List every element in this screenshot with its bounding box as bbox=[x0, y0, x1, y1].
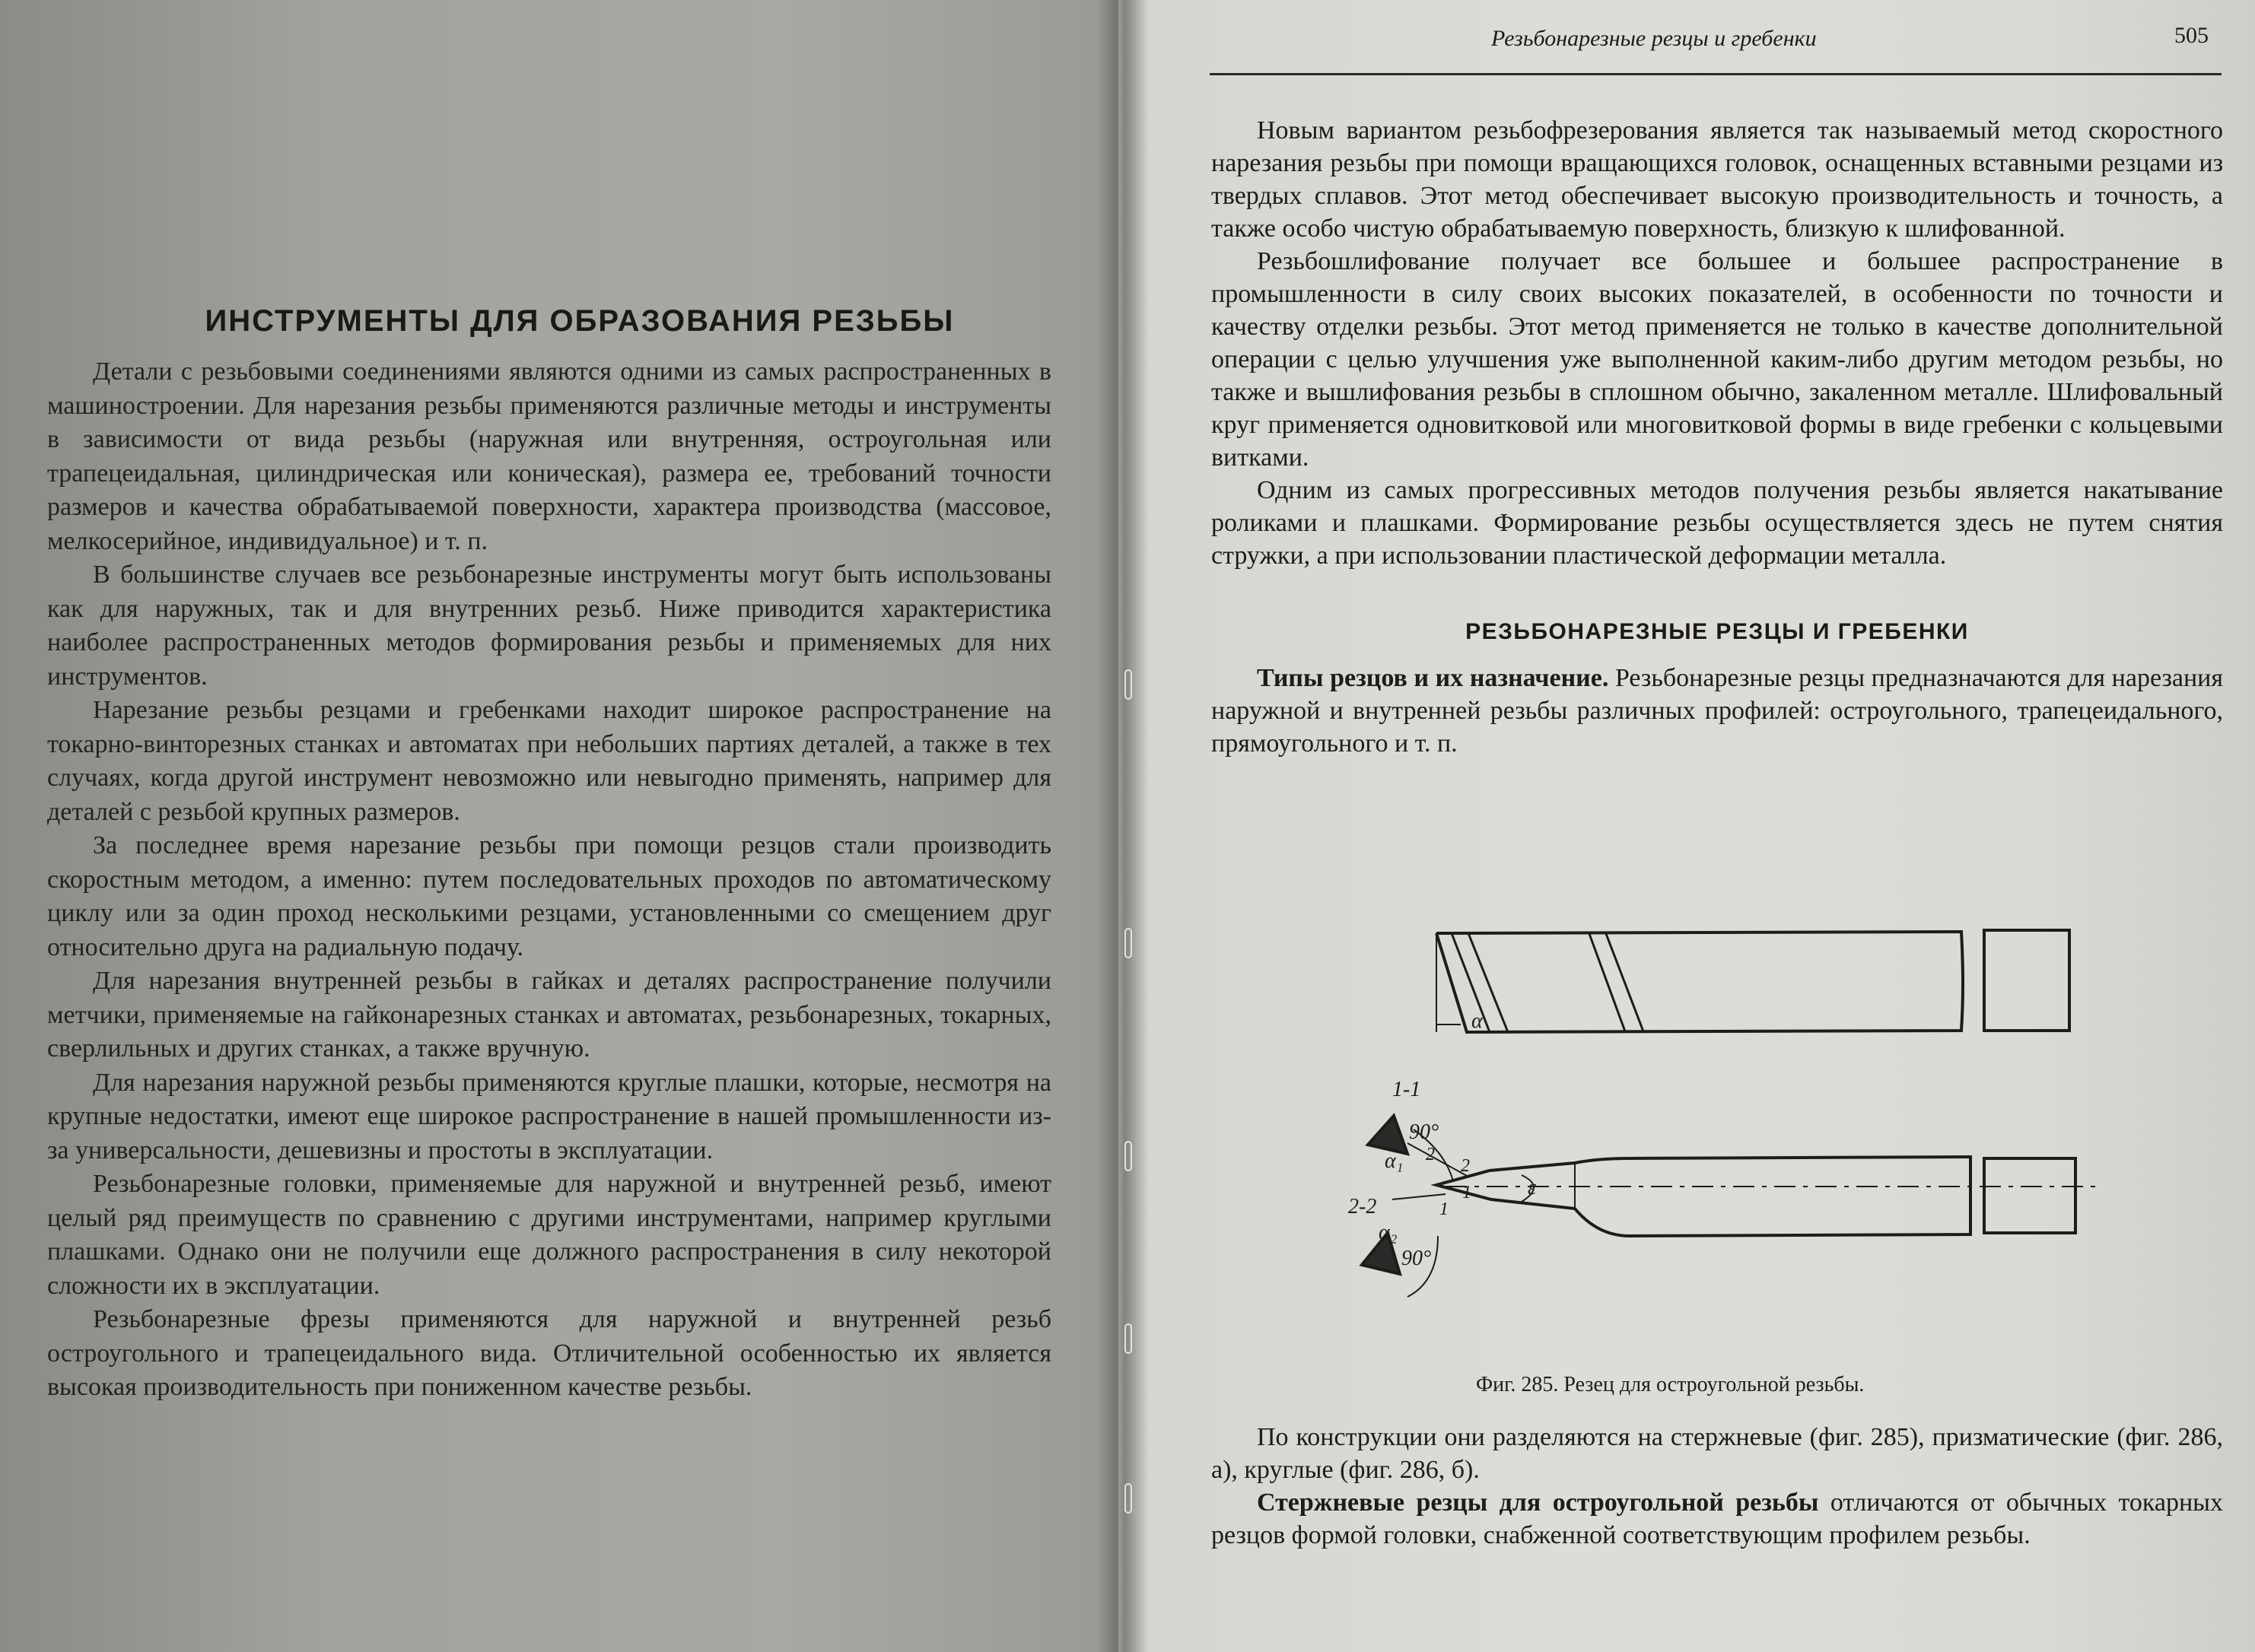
binding-stitch bbox=[1124, 1323, 1132, 1354]
paragraph: Для нарезания внутренней резьбы в гайках и деталях распространение получили метчики, применяемые на гайконарезных станках и автоматах, резьбонарезных, токарных, сверлильных и других станках, а также вручную. bbox=[47, 967, 1051, 1063]
paragraph: Резьбонарезные головки, применяемые для наружной и внутренней резьб, имеют целый ряд преимуществ по сравнению с другими инструментами, например круглыми плашками. Однако они не получили еще должного распространения в силу некоторой сложности их в эксплуатации. bbox=[47, 1170, 1051, 1300]
section-1-label: 1-1 bbox=[1392, 1078, 1421, 1101]
bold-lead: Типы резцов и их назначение. bbox=[1257, 664, 1609, 692]
paragraph: Резьбонарезные фрезы применяются для наружной и внутренней резьб остроугольного и трапецеидального вида. Отличительной особенностью их является высокая производительность при пониженном качестве резьбы. bbox=[47, 1305, 1051, 1401]
side-end-block bbox=[1984, 1158, 2075, 1233]
angle-90-top-label: 90° bbox=[1409, 1120, 1439, 1144]
cutter-drawing bbox=[1347, 901, 2138, 1373]
section-leader bbox=[1407, 1143, 1468, 1177]
chapter-title: ИНСТРУМЕНТЫ ДЛЯ ОБРАЗОВАНИЯ РЕЗЬБЫ bbox=[205, 304, 955, 338]
side-view-outline bbox=[1436, 1157, 1970, 1236]
paragraph-text: отличаются от обычных токарных резцов формой головки, снабженной соответствующим профилем резьбы. bbox=[1211, 1488, 2224, 1549]
paragraph: Детали с резьбовыми соединениями являются одними из самых распространенных в машиностроении. Для нарезания резьбы применяются различные методы и инструменты в зависимости от вида резьбы (наружная или внутренняя, остроугольная или трапецеидальная, цилиндрическая или коническая), размера ее, требований точности размеров и качества обрабатываемой поверхности, характера производства (массовое, мелкосерийное, индивидуальное) и т. п. bbox=[47, 357, 1051, 555]
right-page-content bbox=[1211, 114, 2223, 760]
shank-end-block bbox=[1984, 930, 2069, 1031]
page-number: 505 bbox=[2174, 23, 2209, 48]
thread-line bbox=[1605, 932, 1643, 1031]
section-leader bbox=[1392, 1194, 1446, 1199]
binding-stitch bbox=[1124, 1141, 1132, 1171]
mark-label: 1 bbox=[1439, 1199, 1449, 1219]
figure-caption: Фиг. 285. Резец для остроугольной резьбы. bbox=[1476, 1373, 1865, 1396]
paragraph: Резьбошлифование получает все большее и большее распространение в промышленности в силу своих высоких показателей, в особенности по точности и качеству отделки резьбы. Этот метод применяется не только в качестве дополнительной операции с целью улучшения уже выполненной каким-либо другим методом резьбы, но также и вышлифования резьбы в сплошном обычно, закаленном металле. Шлифовальный круг применяется одновитковой или многовитковой формы в виде гребенки с кольцевыми витками. bbox=[1211, 247, 2223, 472]
right-page-bottom bbox=[1211, 1421, 2223, 1552]
left-page-content bbox=[47, 304, 1051, 1405]
mark-label: 2 bbox=[1426, 1145, 1435, 1164]
paragraph: Нарезание резьбы резцами и гребенками находит широкое распространение на токарно-винторезных станках и автоматах при небольших партиях деталей, а также в тех случаях, когда другой инструмент невозможно или невыгодно применять, например для деталей с резьбой крупных размеров. bbox=[47, 696, 1051, 826]
paragraph: Одним из самых прогрессивных методов получения резьбы является накатывание роликами и плашками. Формирование резьбы осуществляется здесь не путем снятия стружки, а при использовании пластической деформации металла. bbox=[1211, 476, 2223, 570]
running-head: Резьбонарезные резцы и гребенки bbox=[1491, 26, 1817, 51]
paragraph: По конструкции они разделяются на стержневые (фиг. 285), призматические (фиг. 286, а), круглые (фиг. 286, б). bbox=[1211, 1423, 2223, 1484]
binding-stitch bbox=[1124, 928, 1132, 958]
section-title: РЕЗЬБОНАРЕЗНЫЕ РЕЗЦЫ И ГРЕБЕНКИ bbox=[1465, 619, 1969, 644]
thread-line bbox=[1452, 933, 1490, 1032]
book-gutter bbox=[1096, 0, 1149, 1652]
thread-line bbox=[1589, 932, 1625, 1031]
alpha-2-label: α₂ bbox=[1379, 1221, 1398, 1244]
paragraph bbox=[1211, 1486, 2223, 1552]
epsilon-label: ε bbox=[1528, 1176, 1537, 1199]
alpha-1-label: α₁ bbox=[1385, 1149, 1404, 1173]
binding-stitch bbox=[1124, 1483, 1132, 1514]
paragraph-text: Резьбонарезные резцы предназначаются для нарезания наружной и внутренней резьбы различных профилей: остроугольного, трапецеидального, прямоугольного и т. п. bbox=[1211, 664, 2224, 758]
paragraph: В большинстве случаев все резьбонарезные инструменты могут быть использованы как для наружных, так и для внутренних резьб. Ниже приводится характеристика наиболее распространенных методов формирования резьбы и применяемых для них инструментов. bbox=[47, 561, 1051, 691]
figure-285 bbox=[1347, 901, 2138, 1373]
mark-label: 1 bbox=[1462, 1183, 1471, 1202]
paragraph: Новым вариантом резьбофрезерования является так называемый метод скоростного нарезания резьбы при помощи вращающихся головок, оснащенных вставными резцами из твердых сплавов. Этот метод обеспечивает высокую производительность и точность, а также особо чистую обрабатываемую поверхность, близкую к шлифованной. bbox=[1211, 116, 2223, 243]
bold-lead: Стержневые резцы для остроугольной резьбы bbox=[1257, 1488, 1819, 1517]
angle-90-bottom-label: 90° bbox=[1401, 1247, 1432, 1270]
alpha-label: α bbox=[1471, 1009, 1483, 1033]
section-1-profile bbox=[1368, 1116, 1407, 1154]
mark-label: 2 bbox=[1461, 1156, 1470, 1176]
paragraph bbox=[1211, 662, 2223, 760]
paragraph: За последнее время нарезание резьбы при помощи резцов стали производить скоростным методом, а именно: путем последовательных проходов по автоматическому циклу или за один проход несколькими резцами, установленными со смещением друг относительно друга на радиальную подачу. bbox=[47, 831, 1051, 961]
binding-stitch bbox=[1124, 669, 1132, 700]
header-rule bbox=[1210, 73, 2222, 75]
paragraph: Для нарезания наружной резьбы применяются круглые плашки, которые, несмотря на крупные недостатки, имеют еще широкое распространение в нашей промышленности из-за универсальности, дешевизны и простоты в эксплуатации. bbox=[47, 1068, 1051, 1164]
top-view-outline bbox=[1436, 932, 1963, 1032]
section-2-label: 2-2 bbox=[1348, 1195, 1377, 1218]
